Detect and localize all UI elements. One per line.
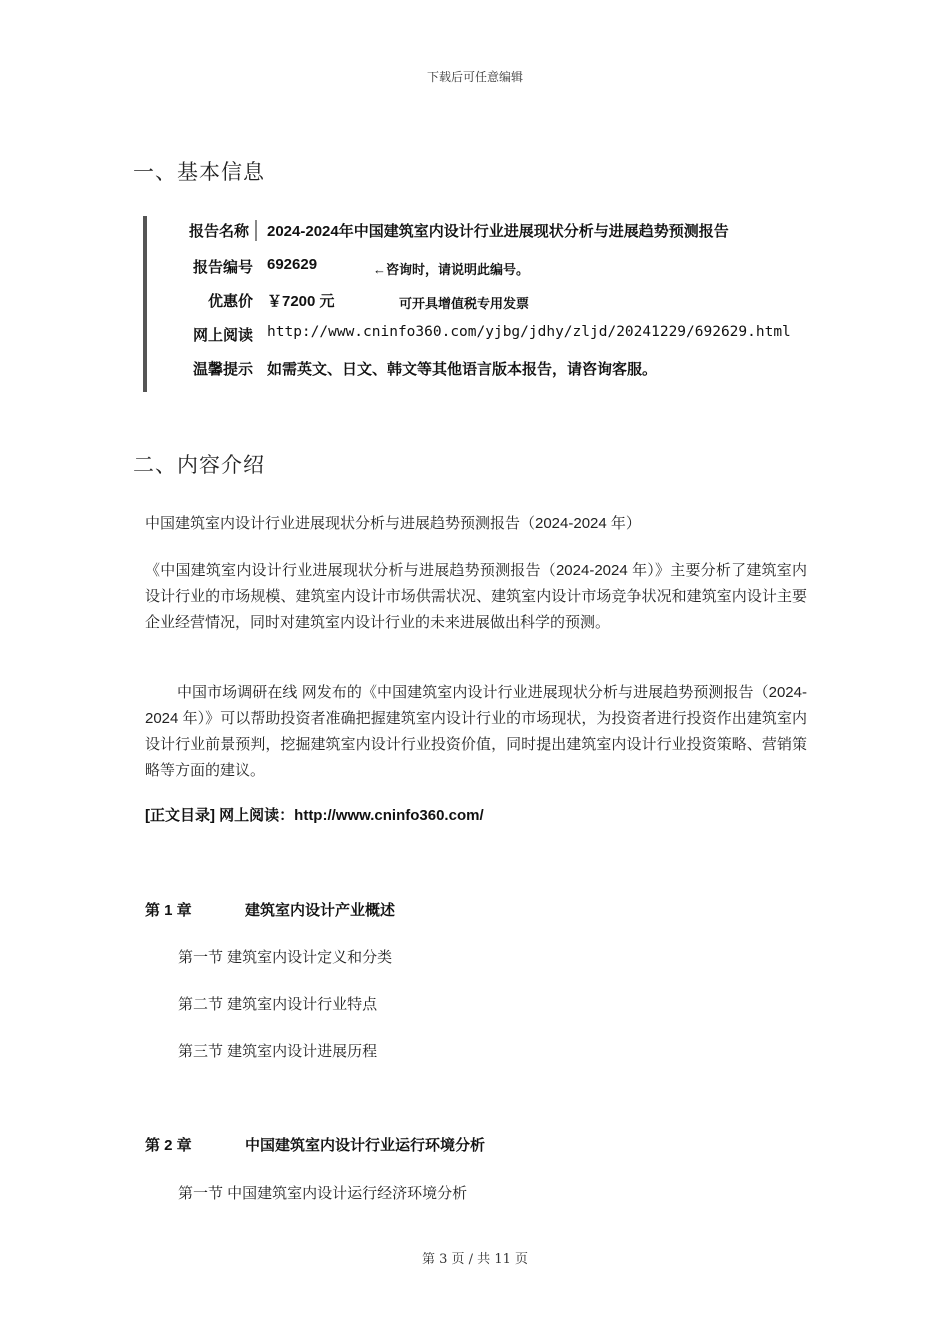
- tip-value: 如需英文、日文、韩文等其他语言版本报告，请咨询客服。: [267, 361, 658, 378]
- intro-paragraph-2: 中国市场调研在线 网发布的《中国建筑室内设计行业进展现状分析与进展趋势预测报告（2024-2024 年）》可以帮助投资者准确把握建筑室内设计行业的市场现状，为投资者进行投资作出建筑室内设计行业前景预判，挖掘建筑室内设计行业投资价值，同时提出建筑室内设计行业投资策略、营销策略等方面的建议。: [145, 684, 807, 779]
- report-name-label: 报告名称: [179, 220, 257, 241]
- price-note: 可开具增值税专用发票: [399, 296, 530, 311]
- report-no-note: ←咨询时，请说明此编号。: [373, 262, 530, 277]
- chapter-2-section-1: 第一节 中国建筑室内设计运行经济环境分析: [178, 1185, 468, 1202]
- info-row-tip: [147, 358, 827, 388]
- online-label: 网上阅读: [192, 327, 253, 344]
- info-row-report-no: [147, 256, 827, 286]
- intro-paragraph-1: 《中国建筑室内设计行业进展现状分析与进展趋势预测报告（2024-2024 年）》主要分析了建筑室内设计行业的市场规模、建筑室内设计市场供需状况、建筑室内设计市场竞争状况和建筑室内设计主要企业经营情况，同时对建筑室内设计行业的未来进展做出科学的预测。: [145, 562, 807, 631]
- chapter-1-section-3: 第三节 建筑室内设计进展历程: [178, 1043, 378, 1060]
- chapter-1-title: 建筑室内设计产业概述: [245, 902, 396, 919]
- report-info-block: [143, 216, 827, 392]
- chapter-2-number: 第 2 章: [145, 1137, 192, 1154]
- section-heading-content-intro: 二、内容介绍: [133, 453, 265, 477]
- chapter-1-heading: [145, 899, 396, 920]
- page-header-note: 下载后可任意编辑: [426, 70, 523, 84]
- toc-online-link[interactable]: [正文目录] 网上阅读：http://www.cninfo360.com/: [145, 807, 484, 824]
- online-url-link[interactable]: http://www.cninfo360.com/yjbg/jdhy/zljd/20241229/692629.html: [267, 324, 791, 340]
- report-name-value: 2024-2024年中国建筑室内设计行业进展现状分析与进展趋势预测报告: [267, 223, 729, 240]
- price-label: 优惠价: [207, 293, 253, 310]
- chapter-1-section-1: 第一节 建筑室内设计定义和分类: [178, 949, 393, 966]
- tip-label: 温馨提示: [192, 361, 253, 378]
- chapter-1-number: 第 1 章: [145, 902, 192, 919]
- chapter-1-section-2: 第二节 建筑室内设计行业特点: [178, 996, 378, 1013]
- info-row-online: [147, 324, 827, 354]
- section-heading-basic-info: 一、基本信息: [133, 160, 265, 184]
- intro-title-line: 中国建筑室内设计行业进展现状分析与进展趋势预测报告（2024-2024 年）: [145, 515, 641, 532]
- page-footer-number: 第 3 页 / 共 11 页: [422, 1252, 528, 1267]
- report-no-value: 692629: [267, 256, 318, 273]
- info-row-price: [147, 290, 827, 320]
- chapter-2-heading: [145, 1134, 486, 1155]
- chapter-2-title: 中国建筑室内设计行业运行环境分析: [245, 1137, 486, 1154]
- report-no-label: 报告编号: [192, 259, 253, 276]
- info-row-report-name: [147, 220, 827, 250]
- price-value: ￥7200 元: [267, 293, 335, 310]
